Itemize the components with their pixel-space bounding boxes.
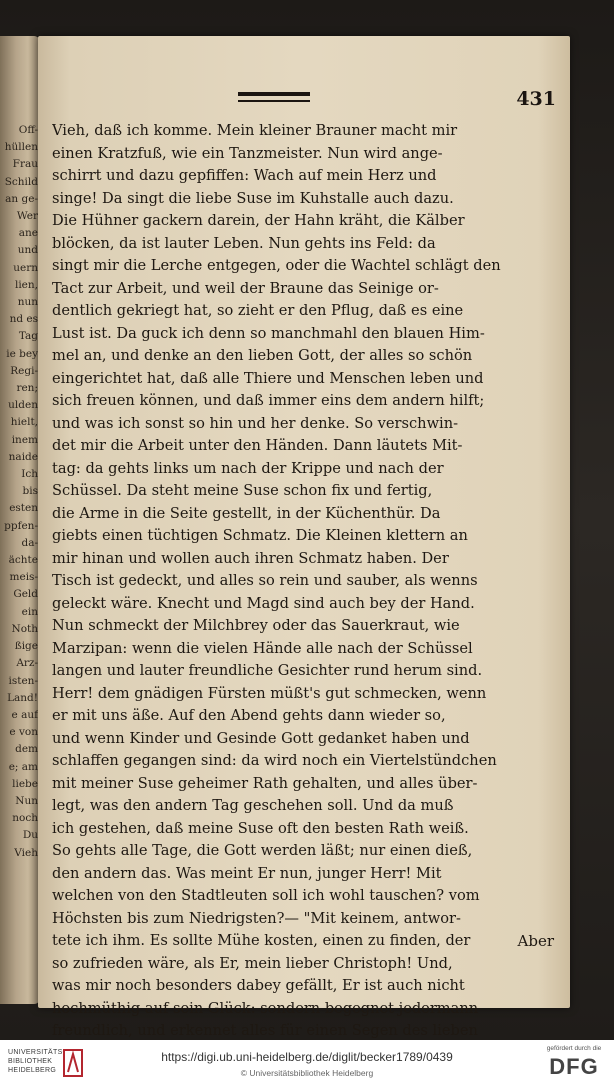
margin-fragment: e auf: [11, 708, 38, 721]
text-line: was mir noch besonders dabey gefällt, Er ist auch nicht: [52, 977, 465, 994]
margin-fragment: ulden: [8, 399, 38, 412]
margin-fragment: an ge-: [5, 192, 38, 205]
text-line: welchen von den Stadtleuten soll ich wohl tauschen? vom: [52, 887, 480, 904]
text-line: Herr! dem gnädigen Fürsten müßt's gut schmecken, wenn: [52, 684, 487, 702]
margin-fragment: Schild: [4, 175, 38, 188]
library-logo-line: BIBLIOTHEK: [8, 1058, 53, 1065]
library-logo-line: UNIVERSITÄTS-: [8, 1049, 66, 1056]
margin-fragment: Du: [22, 829, 38, 842]
text-line: mit meiner Suse geheimer Rath gehalten, und alles über-: [52, 774, 478, 792]
margin-fragment: Vieh: [14, 846, 38, 859]
margin-fragment: Nun: [15, 794, 38, 807]
text-line: schirrt und dazu gepfiffen: Wach auf mein Herz und: [52, 167, 437, 184]
header-rule: [238, 92, 310, 102]
text-line: eingerichtet hat, daß alle Thiere und Menschen leben und: [52, 369, 484, 387]
margin-fragment: isten-: [8, 674, 38, 687]
margin-fragment: ie bey: [6, 347, 38, 360]
text-line: so zufrieden wäre, als Er, mein lieber Christoph! Und,: [52, 954, 453, 972]
text-line: und wenn Kinder und Gesinde Gott gedanket haben und: [52, 729, 470, 747]
text-line: den andern das. Was meint Er nun, junger Herr! Mit: [52, 864, 442, 882]
text-line: sich freuen können, und daß immer eins dem andern hilft;: [52, 392, 485, 409]
margin-fragment: da-: [21, 536, 38, 549]
margin-fragments: [2, 122, 38, 862]
text-line: So gehts alle Tage, die Gott werden läßt; nur einen dieß,: [52, 842, 473, 859]
text-line: Nun schmeckt der Milchbrey oder das Sauerkraut, wie: [52, 617, 460, 634]
margin-fragment: ppfen-: [4, 519, 38, 532]
text-line: dentlich gekriegt hat, so zieht er den Pflug, daß es eine: [52, 302, 464, 319]
margin-fragment: e von: [9, 726, 38, 739]
text-line: einen Kratzfuß, wie ein Tanzmeister. Nun wird ange-: [52, 144, 443, 162]
margin-fragment: Geld: [13, 588, 38, 601]
text-line: singe! Da singt die liebe Suse im Kuhstalle auch dazu.: [52, 189, 454, 207]
text-line: singt mir die Lerche entgegen, oder die Wachtel schlägt den: [52, 257, 501, 274]
margin-fragment: e; am: [8, 760, 38, 773]
margin-fragment: esten: [9, 502, 38, 515]
viewer-footer: [0, 1040, 614, 1088]
margin-fragment: inem: [11, 433, 38, 446]
margin-fragment: noch: [12, 812, 38, 825]
page-number: 431: [516, 88, 556, 110]
margin-fragment: nun: [17, 296, 38, 309]
text-line: det mir die Arbeit unter den Händen. Dann läutets Mit-: [52, 437, 463, 454]
margin-fragment: hüllen: [4, 141, 38, 154]
margin-fragment: uern: [13, 261, 38, 274]
library-logo-line: HEIDELBERG: [8, 1067, 57, 1074]
text-line: und was ich sonst so hin und her denke. So verschwin-: [52, 414, 459, 432]
text-line: Marzipan: wenn die vielen Hände alle nach der Schüssel: [52, 639, 473, 657]
text-line: legt, was den andern Tag geschehen soll. Und da muß: [52, 797, 454, 814]
margin-fragment: ächte: [8, 554, 38, 567]
text-line: mel an, und denke an den lieben Gott, der alles so schön: [52, 347, 473, 364]
margin-fragment: dem: [15, 743, 38, 756]
body-text: [52, 120, 556, 1065]
text-line: Lust ist. Da guck ich denn so manchmahl den blauen Him-: [52, 324, 485, 342]
text-line: Schüssel. Da steht meine Suse schon fix und fertig,: [52, 482, 433, 499]
page-url-link[interactable]: https://digi.ub.uni-heidelberg.de/diglit/becker1789/0439: [161, 1050, 453, 1064]
text-line: mir hinan und wollen auch ihren Schmatz haben. Der: [52, 549, 449, 567]
margin-fragment: naide: [8, 450, 38, 463]
margin-fragment: Regi-: [10, 364, 38, 377]
text-line: Tisch ist gedeckt, und alles so rein und sauber, als wenns: [52, 572, 478, 589]
book-page: [38, 36, 570, 1039]
margin-fragment: und: [17, 244, 38, 257]
text-line: Vieh, daß ich komme. Mein kleiner Brauner macht mir: [52, 122, 458, 139]
margin-fragment: Off-: [18, 124, 38, 136]
text-line: blöcken, da ist lauter Leben. Nun gehts ins Feld: da: [52, 234, 436, 252]
dfg-logo[interactable]: DFG: [549, 1054, 599, 1079]
text-line: langen und lauter freundliche Gesichter rund herum sind.: [52, 662, 483, 679]
text-line: tag: da gehts links um nach der Krippe und nach der: [52, 459, 444, 477]
margin-fragment: Noth: [11, 622, 38, 635]
margin-fragment: Wer: [16, 210, 38, 223]
margin-fragment: ßige: [14, 640, 38, 653]
margin-fragment: Frau: [12, 158, 38, 171]
margin-fragment: hielt,: [10, 416, 38, 429]
margin-fragment: ein: [21, 605, 38, 618]
text-line: Tact zur Arbeit, und weil der Braune das Seinige or-: [52, 279, 439, 297]
text-line: er mit uns äße. Auf den Abend gehts dann wieder so,: [52, 707, 446, 724]
text-line: Die Hühner gackern darein, der Hahn kräht, die Kälber: [52, 212, 465, 229]
margin-fragment: Tag: [18, 330, 38, 343]
catchword: Aber: [517, 932, 554, 950]
margin-fragment: Arz-: [16, 657, 38, 670]
funding-note: gefördert durch die: [546, 1045, 602, 1052]
margin-fragment: lien,: [14, 278, 38, 291]
margin-fragment: bis: [22, 485, 38, 498]
margin-fragment: ren;: [16, 382, 38, 395]
text-line: Höchsten bis zum Niedrigsten?— "Mit keinem, antwor-: [52, 909, 461, 927]
text-line: die Arme in die Seite gestellt, in der Küchenthür. Da: [52, 504, 441, 522]
previous-page-edge: [0, 36, 40, 1004]
copyright-text: © Universitätsbibliothek Heidelberg: [240, 1068, 374, 1078]
margin-fragment: liebe: [12, 777, 38, 790]
text-line: schlaffen gegangen sind: da wird noch ein Viertelstündchen: [52, 752, 497, 769]
margin-fragment: Land!: [7, 691, 38, 704]
margin-fragment: nd es: [9, 313, 38, 326]
text-line: ich gestehen, daß meine Suse oft den besten Rath weiß.: [52, 819, 469, 837]
margin-fragment: Ich: [21, 468, 38, 481]
text-line: freundlich, und erkennet alles für einen Segen des lieben: [52, 1022, 478, 1039]
text-line: giebts einen tüchtigen Schmatz. Die Kleinen klettern an: [52, 527, 468, 544]
text-line: geleckt wäre. Knecht und Magd sind auch bey der Hand.: [52, 594, 475, 612]
margin-fragment: ane: [18, 227, 38, 240]
text-line: hochmüthig auf sein Glück: sondern begegnet jedermann: [52, 999, 479, 1017]
margin-fragment: meis-: [9, 571, 38, 584]
text-line: tete ich ihm. Es sollte Mühe kosten, einen zu finden, der: [52, 932, 471, 949]
